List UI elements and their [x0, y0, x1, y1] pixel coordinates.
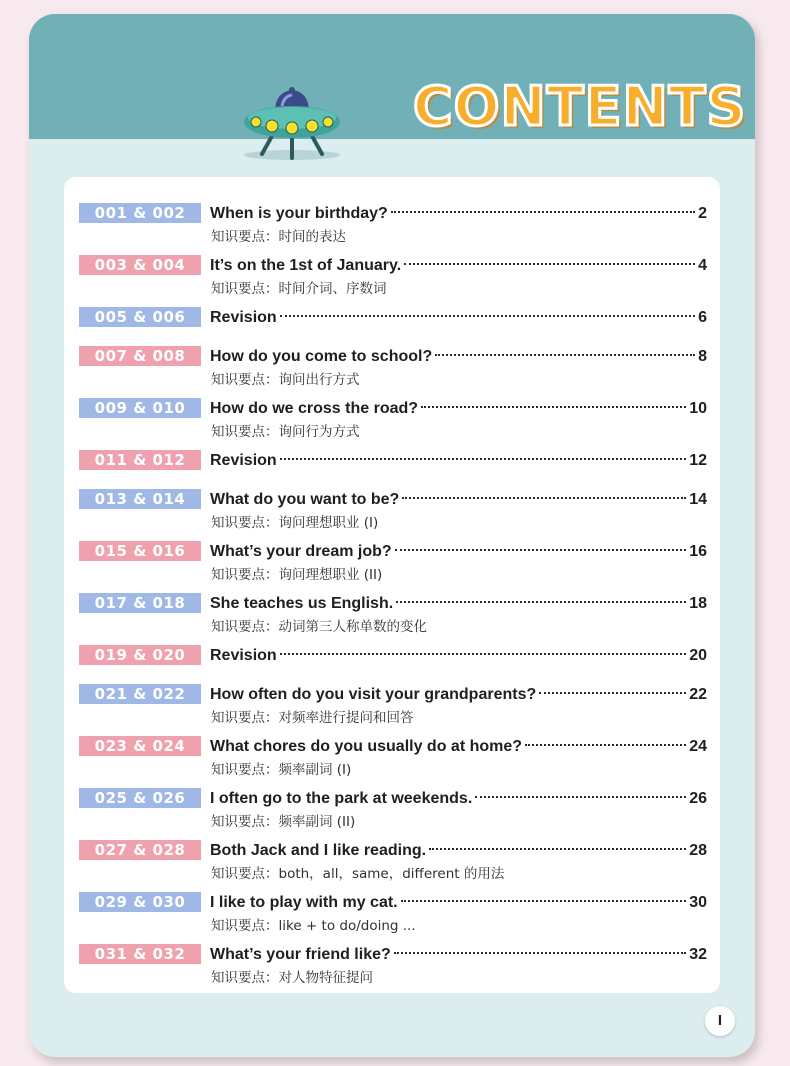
- knowledge-point: 知识要点：询问行为方式: [211, 424, 360, 440]
- lesson-row: [210, 255, 707, 277]
- lesson-row: [210, 398, 707, 420]
- knowledge-point: 知识要点：时间介词、序数词: [211, 281, 387, 297]
- contents-page: [29, 14, 755, 1057]
- lesson-number-badge: 013 & 014: [79, 489, 201, 509]
- dot-leader: [525, 744, 686, 746]
- lesson-title: Revision: [210, 309, 277, 326]
- dot-leader: [280, 315, 695, 317]
- lesson-title: I often go to the park at weekends.: [210, 790, 473, 807]
- lesson-row: [210, 892, 707, 914]
- dot-leader: [475, 796, 686, 798]
- knowledge-point: 知识要点：询问理想职业 (I): [211, 515, 379, 531]
- lesson-number-badge: 029 & 030: [79, 892, 201, 912]
- lesson-title: It’s on the 1st of January.: [210, 257, 402, 274]
- lesson-title: What do you want to be?: [210, 491, 400, 508]
- lesson-row: [210, 307, 707, 329]
- page-number: 28: [689, 842, 707, 859]
- dot-leader: [280, 653, 687, 655]
- page-number: 24: [689, 738, 707, 755]
- page-number: 18: [689, 595, 707, 612]
- toc-card: [64, 177, 720, 993]
- dot-leader: [391, 211, 695, 213]
- lesson-row: [210, 346, 707, 368]
- lesson-row: [210, 944, 707, 966]
- lesson-row: [210, 593, 707, 615]
- lesson-number-badge: 011 & 012: [79, 450, 201, 470]
- lesson-title: Revision: [210, 452, 277, 469]
- page-number: 14: [689, 491, 707, 508]
- dot-leader: [539, 692, 686, 694]
- lesson-title: How do we cross the road?: [210, 400, 419, 417]
- page-number: 26: [689, 790, 707, 807]
- lesson-number-badge: 003 & 004: [79, 255, 201, 275]
- dot-leader: [429, 848, 686, 850]
- lesson-row: [210, 541, 707, 563]
- dot-leader: [435, 354, 695, 356]
- page-number: 32: [689, 946, 707, 963]
- lesson-row: [210, 684, 707, 706]
- lesson-row: [210, 203, 707, 225]
- page-number: 22: [689, 686, 707, 703]
- knowledge-point: 知识要点：时间的表达: [211, 229, 346, 245]
- knowledge-point: 知识要点：对频率进行提问和回答: [211, 710, 414, 726]
- lesson-number-badge: 015 & 016: [79, 541, 201, 561]
- page-number: 16: [689, 543, 707, 560]
- lesson-title: What’s your friend like?: [210, 946, 391, 963]
- lesson-row: [210, 645, 707, 667]
- knowledge-point: 知识要点：询问出行方式: [211, 372, 360, 388]
- knowledge-point: 知识要点：both，all，same，different 的用法: [211, 866, 505, 882]
- lesson-title: How do you come to school?: [210, 348, 433, 365]
- dot-leader: [395, 549, 687, 551]
- lesson-number-badge: 031 & 032: [79, 944, 201, 964]
- lesson-row: [210, 736, 707, 758]
- lesson-number-badge: 019 & 020: [79, 645, 201, 665]
- lesson-row: [210, 450, 707, 472]
- lesson-title: I like to play with my cat.: [210, 894, 398, 911]
- page-number: 8: [698, 348, 707, 365]
- lesson-row: [210, 489, 707, 511]
- page-number-indicator: I: [705, 1006, 735, 1036]
- lesson-number-badge: 025 & 026: [79, 788, 201, 808]
- page-number: 4: [698, 257, 707, 274]
- page-number: 20: [689, 647, 707, 664]
- lesson-row: [210, 788, 707, 810]
- lesson-title: When is your birthday?: [210, 205, 388, 222]
- knowledge-point: 知识要点：like + to do/doing ...: [211, 918, 416, 934]
- page-number: 12: [689, 452, 707, 469]
- page-number: 2: [698, 205, 707, 222]
- knowledge-point: 知识要点：询问理想职业 (II): [211, 567, 383, 583]
- lesson-number-badge: 023 & 024: [79, 736, 201, 756]
- knowledge-point: 知识要点：对人物特征提问: [211, 970, 373, 986]
- lesson-number-badge: 005 & 006: [79, 307, 201, 327]
- contents-title: CONTENTS: [413, 75, 747, 138]
- lesson-number-badge: 007 & 008: [79, 346, 201, 366]
- dot-leader: [404, 263, 695, 265]
- page-number: 10: [689, 400, 707, 417]
- dot-leader: [394, 952, 686, 954]
- lesson-title: What chores do you usually do at home?: [210, 738, 523, 755]
- dot-leader: [396, 601, 686, 603]
- lesson-number-badge: 001 & 002: [79, 203, 201, 223]
- lesson-title: Revision: [210, 647, 277, 664]
- ufo-icon: [242, 84, 342, 162]
- dot-leader: [421, 406, 686, 408]
- lesson-title: She teaches us English.: [210, 595, 394, 612]
- lesson-row: [210, 840, 707, 862]
- knowledge-point: 知识要点：频率副词 (II): [211, 814, 356, 830]
- knowledge-point: 知识要点：动词第三人称单数的变化: [211, 619, 427, 635]
- knowledge-point: 知识要点：频率副词 (I): [211, 762, 352, 778]
- lesson-title: What’s your dream job?: [210, 543, 392, 560]
- lesson-number-badge: 021 & 022: [79, 684, 201, 704]
- lesson-title: Both Jack and I like reading.: [210, 842, 427, 859]
- lesson-number-badge: 009 & 010: [79, 398, 201, 418]
- lesson-title: How often do you visit your grandparents?: [210, 686, 537, 703]
- lesson-number-badge: 017 & 018: [79, 593, 201, 613]
- page-number: 6: [698, 309, 707, 326]
- dot-leader: [280, 458, 687, 460]
- page-number: 30: [689, 894, 707, 911]
- lesson-number-badge: 027 & 028: [79, 840, 201, 860]
- dot-leader: [402, 497, 686, 499]
- dot-leader: [401, 900, 687, 902]
